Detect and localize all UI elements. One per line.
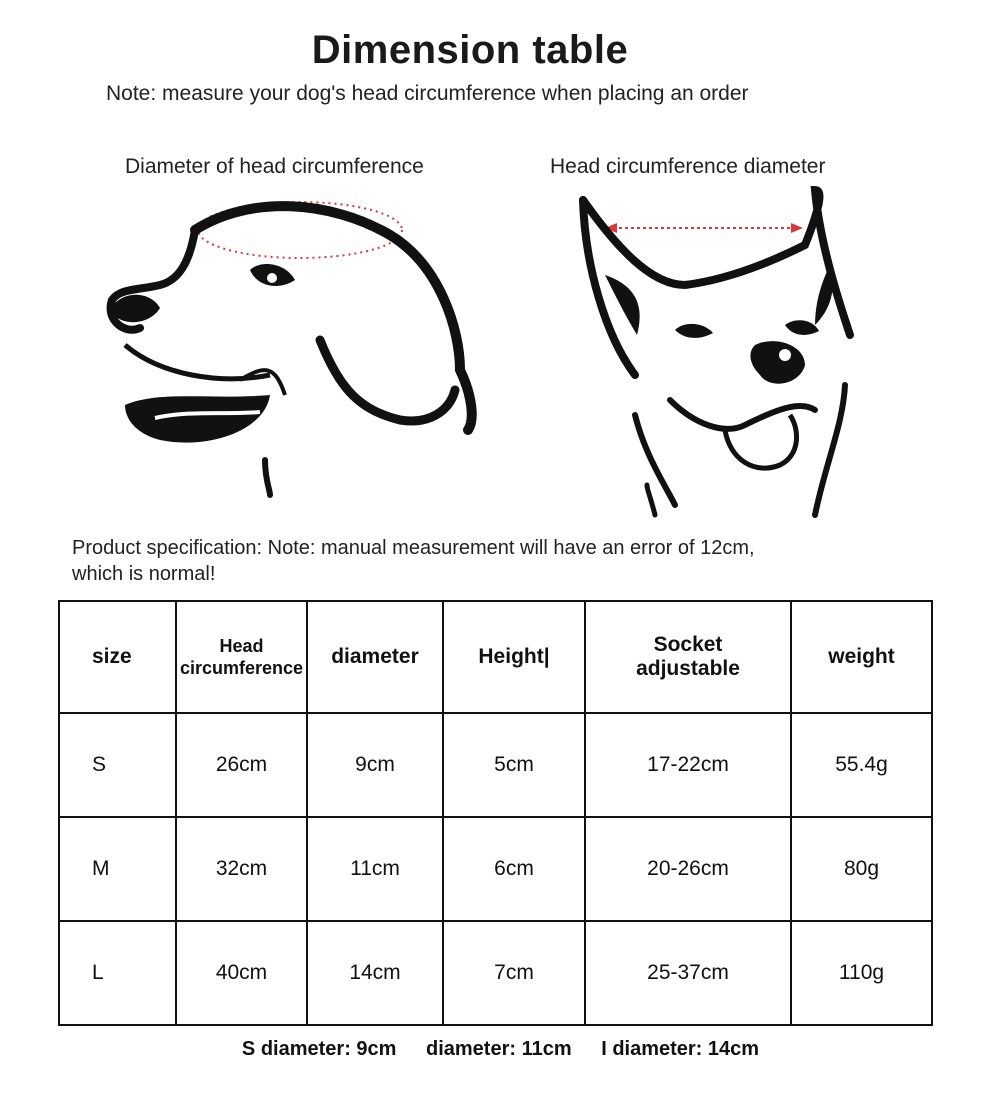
cell-socket: 20-26cm bbox=[585, 817, 791, 921]
summary-s: S diameter: 9cm bbox=[241, 1038, 397, 1060]
header-socket-line-1: Socket bbox=[653, 633, 723, 656]
table-row bbox=[59, 921, 932, 1025]
product-spec-note bbox=[72, 535, 922, 587]
summary-l: I diameter: 14cm bbox=[601, 1038, 760, 1060]
cell-head: 32cm bbox=[176, 817, 307, 921]
cell-weight: 80g bbox=[791, 817, 932, 921]
cell-size: L bbox=[59, 921, 176, 1025]
cell-socket: 17-22cm bbox=[585, 713, 791, 817]
cell-head: 26cm bbox=[176, 713, 307, 817]
cell-size: S bbox=[59, 713, 176, 817]
spec-line-2: which is normal! bbox=[72, 563, 216, 585]
spec-line-1: Product specification: Note: manual measurement will have an error of 12cm, bbox=[72, 537, 755, 559]
cell-weight: 110g bbox=[791, 921, 932, 1025]
header-head-circumference bbox=[176, 601, 307, 713]
right-caption: Head circumference diameter bbox=[550, 155, 826, 178]
header-height: Height| bbox=[443, 601, 585, 713]
table-header-row bbox=[59, 601, 932, 713]
header-socket bbox=[585, 601, 791, 713]
cell-height: 5cm bbox=[443, 713, 585, 817]
cell-height: 6cm bbox=[443, 817, 585, 921]
dog-profile-illustration bbox=[100, 190, 490, 510]
table-row bbox=[59, 713, 932, 817]
header-head-line-2: circumference bbox=[179, 657, 304, 678]
header-size: size bbox=[59, 601, 176, 713]
page-title: Dimension table bbox=[311, 28, 629, 72]
header-weight: weight bbox=[791, 601, 932, 713]
left-caption: Diameter of head circumference bbox=[125, 155, 424, 178]
header-socket-line-2: adjustable bbox=[636, 657, 740, 680]
header-head-line-1: Head bbox=[219, 635, 264, 656]
cell-diameter: 11cm bbox=[307, 817, 443, 921]
header-diameter: diameter bbox=[307, 601, 443, 713]
cell-weight: 55.4g bbox=[791, 713, 932, 817]
summary-m: diameter: 11cm bbox=[426, 1038, 572, 1060]
cell-height: 7cm bbox=[443, 921, 585, 1025]
measure-note: Note: measure your dog's head circumference when placing an order bbox=[106, 82, 749, 105]
table-row bbox=[59, 817, 932, 921]
cell-diameter: 14cm bbox=[307, 921, 443, 1025]
cell-diameter: 9cm bbox=[307, 713, 443, 817]
cell-head: 40cm bbox=[176, 921, 307, 1025]
dog-front-illustration bbox=[575, 185, 875, 525]
diameter-summary bbox=[0, 1038, 1001, 1061]
cell-size: M bbox=[59, 817, 176, 921]
cell-socket: 25-37cm bbox=[585, 921, 791, 1025]
dimension-table bbox=[58, 600, 933, 1026]
